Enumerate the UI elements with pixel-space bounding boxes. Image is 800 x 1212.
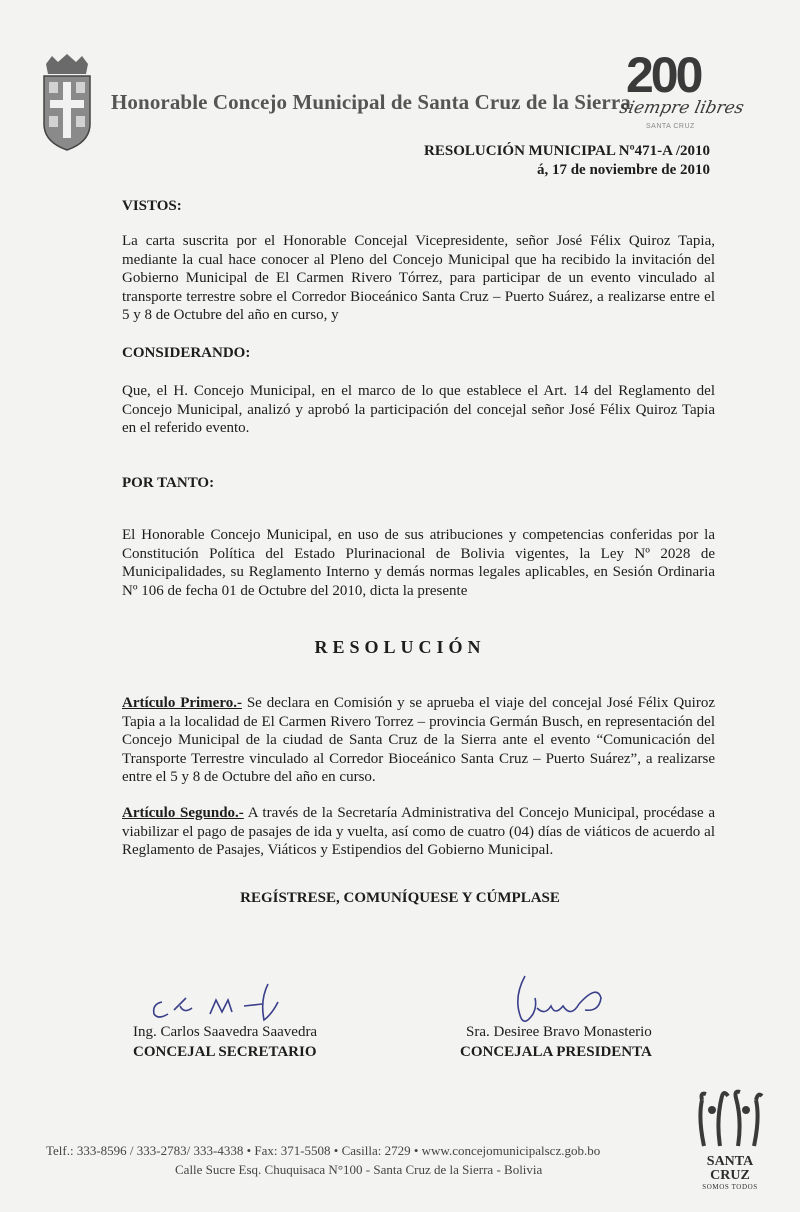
article-first-text: Se declara en Comisión y se aprueba el viaje del concejal José Félix Quiroz Tapia a la localidad de El Carmen Rivero Torrez – provincia Germán Busch, en representación del Concejo Municipal de la ciudad de Santa Cruz de la Sierra ante el evento “Comunicación del Transporte Terrestre vinculado al Corredor Bioceánico Santa Cruz – Puerto Suárez”, a realizarse entre el 5 y 8 de Octubre del año en curso. [122, 695, 715, 785]
considerando-text: Que, el H. Concejo Municipal, en el marco de lo que establece el Art. 14 del Reglamento del Concejo Municipal, analizó y aprobó la participación del concejal señor José Félix Quiroz Tapia en el referido evento. [122, 383, 715, 436]
article-first-label: Artículo Primero.- [122, 695, 242, 711]
resolution-number: RESOLUCIÓN MUNICIPAL Nº471-A /2010 [424, 143, 710, 159]
secretary-title: CONCEJAL SECRETARIO [133, 1044, 317, 1060]
council-name-heading: Honorable Concejo Municipal de Santa Cruz de la Sierra [111, 90, 631, 114]
logo-subtitle: SOMOS TODOS [702, 1183, 758, 1191]
anniversary-number: 200 [626, 47, 701, 103]
coat-of-arms-logo [38, 52, 96, 152]
por-tanto-text: El Honorable Concejo Municipal, en uso de sus atribuciones y competencias conferidas por la Constitución Política del Estado Plurinacional de Bolivia vigentes, la Ley Nº 2028 de Municipalidades, su Reglamento Interno y demás normas legales aplicables, en Sesión Ordinaria Nº 106 de fecha 01 de Octubre del 2010, dicta la presente [122, 527, 715, 599]
article-second [122, 804, 715, 860]
president-title: CONCEJALA PRESIDENTA [460, 1044, 652, 1060]
resolution-title: RESOLUCIÓN [314, 637, 486, 657]
article-first [122, 694, 715, 787]
people-icon [690, 1088, 770, 1150]
bicentennial-logo [612, 46, 752, 136]
footer-contact: Telf.: 333-8596 / 333-2783/ 333-4338 • Fax: 371-5508 • Casilla: 2729 • www.concejomunicipalscz.gob.bo [46, 1143, 601, 1158]
signature-secretary-image [140, 980, 310, 1030]
por-tanto-heading: POR TANTO: [122, 475, 215, 491]
santa-cruz-logo [690, 1088, 770, 1191]
secretary-name: Ing. Carlos Saavedra Saavedra [133, 1024, 318, 1040]
article-second-text: A través de la Secretaría Administrativa del Concejo Municipal, procédase a viabilizar el pago de pasajes de ida y vuelta, así como de cuatro (04) días de viáticos de acuerdo al Reglamento de Pasajes, Viáticos y Estipendios del Gobierno Municipal. [122, 805, 716, 858]
logo-title: SANTA CRUZ [706, 1154, 754, 1183]
closing-formula: REGÍSTRESE, COMUNÍQUESE Y CÚMPLASE [240, 890, 560, 906]
anniversary-subtitle: SANTA CRUZ [646, 123, 695, 130]
footer-address: Calle Sucre Esq. Chuquisaca N°100 - Santa Cruz de la Sierra - Bolivia [175, 1162, 543, 1177]
resolution-date: á, 17 de noviembre de 2010 [536, 162, 710, 178]
president-name: Sra. Desiree Bravo Monasterio [466, 1024, 652, 1040]
considerando-heading: CONSIDERANDO: [122, 345, 251, 361]
signature-president-image [485, 968, 635, 1032]
anniversary-motto: siempre libres [617, 98, 746, 118]
vistos-heading: VISTOS: [122, 198, 182, 214]
vistos-text: La carta suscrita por el Honorable Concejal Vicepresidente, señor José Félix Quiroz Tapia, mediante la cual hace conocer al Pleno del Concejo Municipal que ha recibido la invitación del Gobierno Municipal de El Carmen Rivero Tórrez, para participar de un evento vinculado al transporte terrestre sobre el Corredor Bioceánico Santa Cruz – Puerto Suárez, a realizarse entre el 5 y 8 de Octubre del año en curso, y [122, 233, 715, 323]
article-second-label: Artículo Segundo.- [122, 805, 244, 821]
